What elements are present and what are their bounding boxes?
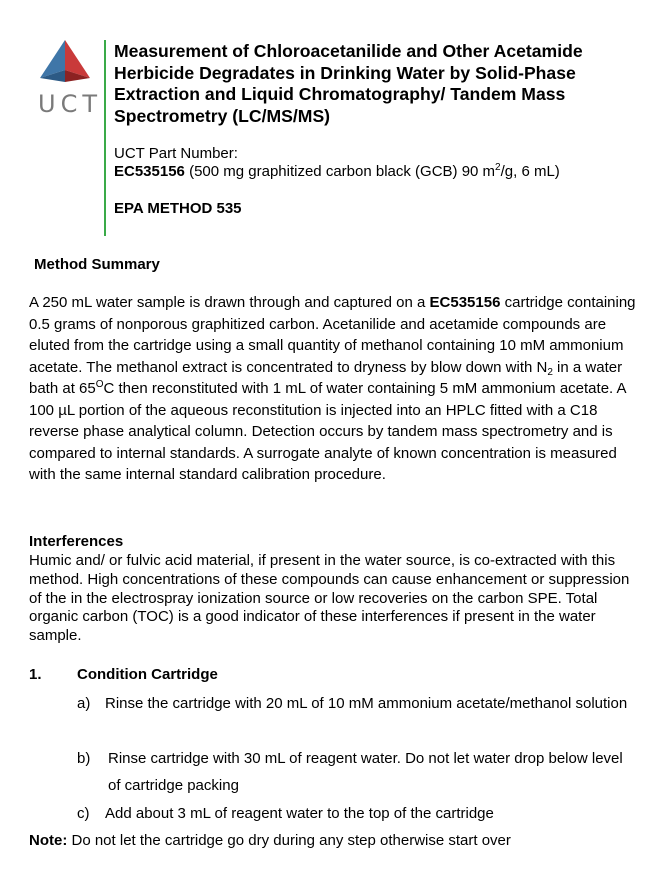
method-summary-heading: Method Summary [34,256,160,273]
step-number: 1. [29,666,42,683]
note: Note: Do not let the cartridge go dry during any step otherwise start over [29,832,511,849]
list-item: b) Rinse cartridge with 30 mL of reagent water. Do not let water drop below level of cartridge packing [77,750,623,794]
epa-method: EPA METHOD 535 [114,200,242,217]
header-divider [104,40,106,236]
part-number: EC535156 [114,163,185,180]
part-number-label: UCT Part Number: [114,145,238,162]
step-title: Condition Cartridge [77,666,218,683]
uct-logo [38,38,102,122]
list-item: a) Rinse the cartridge with 20 mL of 10 mM ammonium acetate/methanol solution [77,695,628,712]
method-summary-text: A 250 mL water sample is drawn through and captured on a EC535156 cartridge containing 0.5 grams of nonporous graphitized carbon. Acetanilide and acetamide compounds are eluted from the cartridge using a small quantity of methanol containing 10 mM ammonium acetate. The methanol extract is concentrated to dryness by blow down with $N_2$ in a water bath at $65^OC$ then reconstituted with 1 mL of water containing 5 mM ammonium acetate. A 100 µL portion of the aqueous reconstitution is injected into an HPLC fitted with a C18 reverse phase analytical column. Detection occurs by tandem mass spectrometry and is compared to internal standards. A surrogate analyte of known concentration is measured with the same internal standard calibration procedure. [29,294,636,483]
logo-text: UCT [38,90,102,118]
uct-triangle-icon [38,38,92,82]
interferences-text: Humic and/ or fulvic acid material, if present in the water source, is co-extracted with this method. High concentrations of these compounds can cause enhancement or suppression of the in the electrospray ionization source or low recoveries on the carbon SPE. Total organic carbon (TOC) is a good indicator of these interferences if present in the water sample. [29,552,630,645]
document-title: Measurement of Chloroacetanilide and Other Acetamide Herbicide Degradates in Drinking Water by Solid-Phase Extraction and Liquid Chromatography/ Tandem Mass Spectrometry (LC/MS/MS) [114,41,583,126]
interferences-heading: Interferences [29,533,124,550]
list-item: c) Add about 3 mL of reagent water to the top of the cartridge [77,805,494,822]
part-number-line: EC535156 (500 mg graphitized carbon black (GCB) 90 $m^2/g$, 6 mL) [114,162,560,180]
